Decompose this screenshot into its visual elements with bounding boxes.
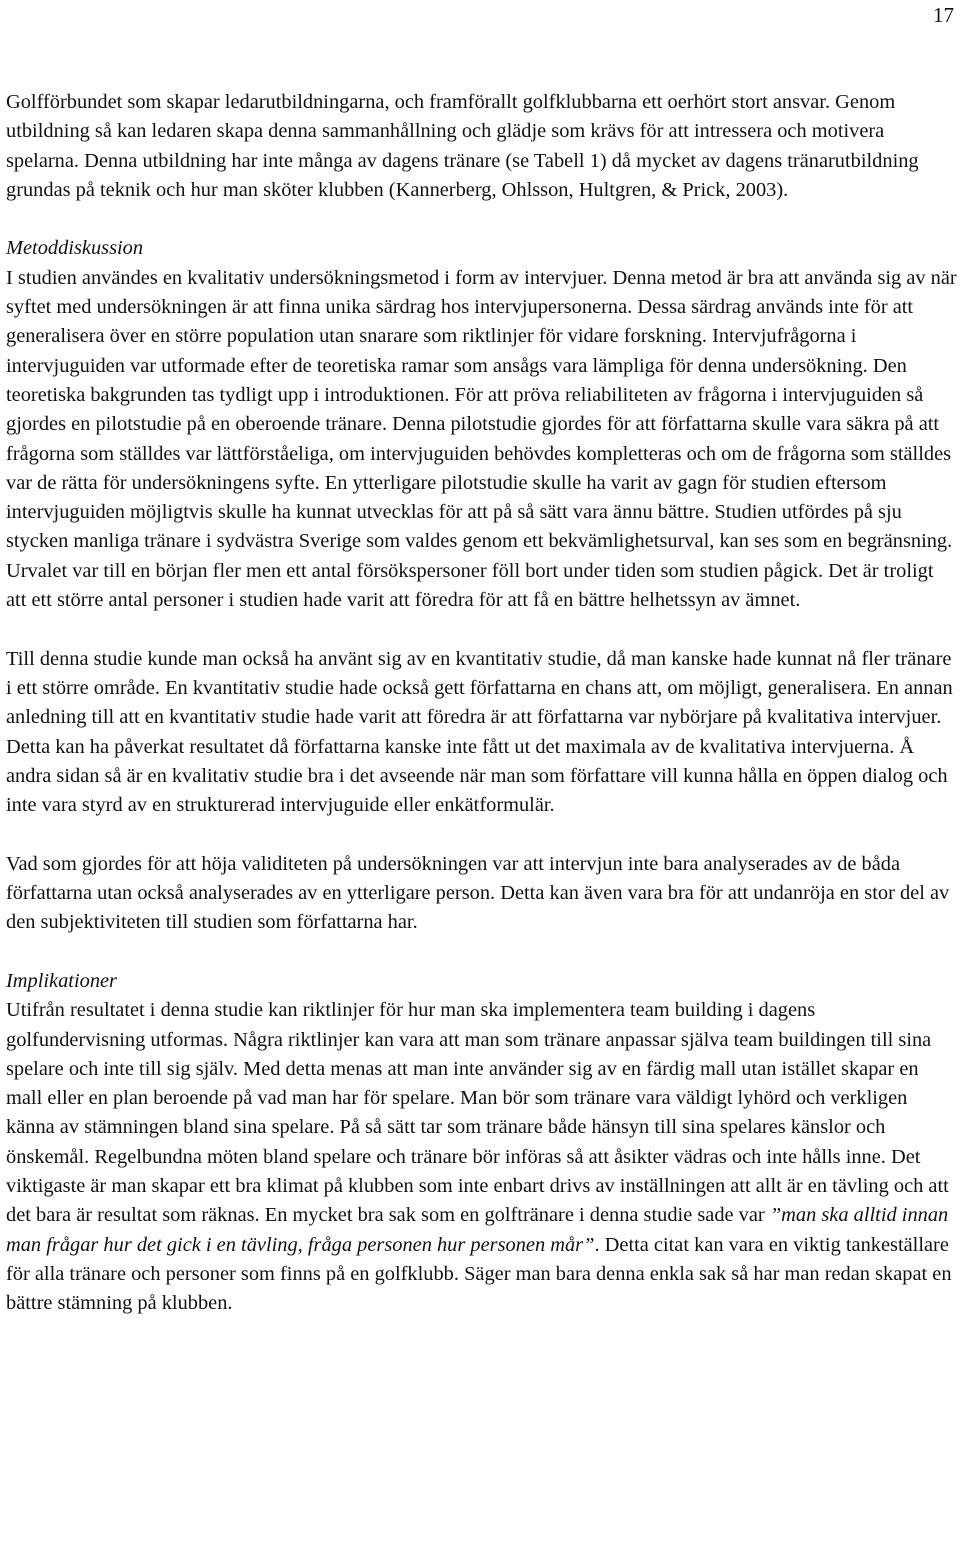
metoddiskussion-paragraph-3: Vad som gjordes för att höja validiteten på undersökningen var att intervjun inte bara analyserades av de båda författarna utan också analyserades av en ytterligare person. Detta kan även vara bra för att undanröja en stor del av den subjektiviteten till studien som författarna har. bbox=[6, 852, 950, 934]
metoddiskussion-paragraph-2: Till denna studie kunde man också ha använt sig av en kvantitativ studie, då man kanske hade kunnat nå fler tränare i ett större område. En kvantitativ studie hade också gett författarna en chans att, om möjligt, generalisera. En annan anledning till att en kvantitativ studie hade varit att föredra är att författarna var nybörjare på kvalitativa intervjuer. Detta kan ha påverkat resultatet då författarna kanske inte fått ut det maximala av de kvalitativa intervjuerna. Å andra sidan så är en kvalitativ studie bra i det avseende när man som författare vill kunna hålla en öppen dialog och inte vara styrd av en strukturerad intervjuguide eller enkätformulär. bbox=[6, 647, 953, 817]
implikationer-text-before-quote: Utifrån resultatet i denna studie kan riktlinjer för hur man ska implementera team building i dagens golfundervisning utformas. Några riktlinjer kan vara att man som tränare anpassar själva team buildingen till sina spelare och inte till sig själv. Med detta menas att man inte använder sig av en färdig mall utan istället skapar en mall eller en plan beroende på vad man har för spelare. Man bör som tränare vara väldigt lyhörd och verkligen känna av stämningen bland sina spelare. På så sätt tar som tränare både hänsyn till sina spelares känslor och önskemål. Regelbundna möten bland spelare och tränare bör införas så att åsikter vädras och inte hålls inne. Det viktigaste är man skapar ett bra klimat på klubben som inte enbart drivs av inställningen att allt är en tävling och att det bara är resultat som räknas. En mycket bra sak som en golftränare i denna studie sade var bbox=[6, 999, 949, 1227]
intro-paragraph: Golfförbundet som skapar ledarutbildningarna, och framförallt golfklubbarna ett oerhört stort ansvar. Genom utbildning så kan ledaren skapa denna sammanhållning och glädje som krävs för att intressera och motivera spelarna. Denna utbildning har inte många av dagens tränare (se Tabell 1) då mycket av dagens tränarutbildning grundas på teknik och hur man sköter klubben (Kannerberg, Ohlsson, Hultgren, & Prick, 2003). bbox=[6, 91, 919, 201]
coach-quote: ”man ska alltid innan man frågar hur det gick i en tävling, fråga personen hur personen mår” bbox=[6, 1204, 949, 1256]
section-heading-implikationer: Implikationer bbox=[6, 969, 117, 992]
page-number: 17 bbox=[933, 3, 954, 27]
implikationer-paragraph-1 bbox=[6, 996, 958, 1318]
section-heading-metoddiskussion: Metoddiskussion bbox=[6, 237, 144, 260]
implikationer-text-after-quote: . Detta citat kan vara en viktig tankeställare för alla tränare och personer som finns på en golfklubb. Säger man bara denna enkla sak så har man redan skapat en bättre stämning på klubben. bbox=[6, 1233, 952, 1315]
document-body bbox=[6, 88, 958, 1318]
metoddiskussion-paragraph-1: I studien användes en kvalitativ undersökningsmetod i form av intervjuer. Denna metod är bra att använda sig av när syftet med undersökningen är att finna unika särdrag hos intervjupersonerna. Dessa särdrag används inte för att generalisera över en större population utan snarare som riktlinjer för vidare forskning. Intervjufrågorna i intervjuguiden var utformade efter de teoretiska ramar som ansågs vara lämpliga för denna undersökning. Den teoretiska bakgrunden tas tydligt upp i introduktionen. För att pröva reliabiliteten av frågorna i intervjuguiden så gjordes en pilotstudie på en oberoende tränare. Denna pilotstudie gjordes för att författarna skulle vara säkra på att frågorna som ställdes var lättförståeliga, om intervjuguiden behövdes kompletteras och om de frågorna som ställdes var de rätta för undersökningens syfte. En ytterligare pilotstudie skulle ha varit av gagn för studien eftersom intervjuguiden möjligtvis skulle ha kunnat utvecklas för att på så sätt vara ännu bättre. Studien utfördes på sju stycken manliga tränare i sydvästra Sverige som valdes genom ett bekvämlighetsurval, kan ses som en begränsning. Urvalet var till en början fler men ett antal försökspersoner föll bort under tiden som studien pågick. Det är troligt att ett större antal personer i studien hade varit att föredra för att få en bättre helhetssyn av ämnet. bbox=[6, 266, 957, 612]
